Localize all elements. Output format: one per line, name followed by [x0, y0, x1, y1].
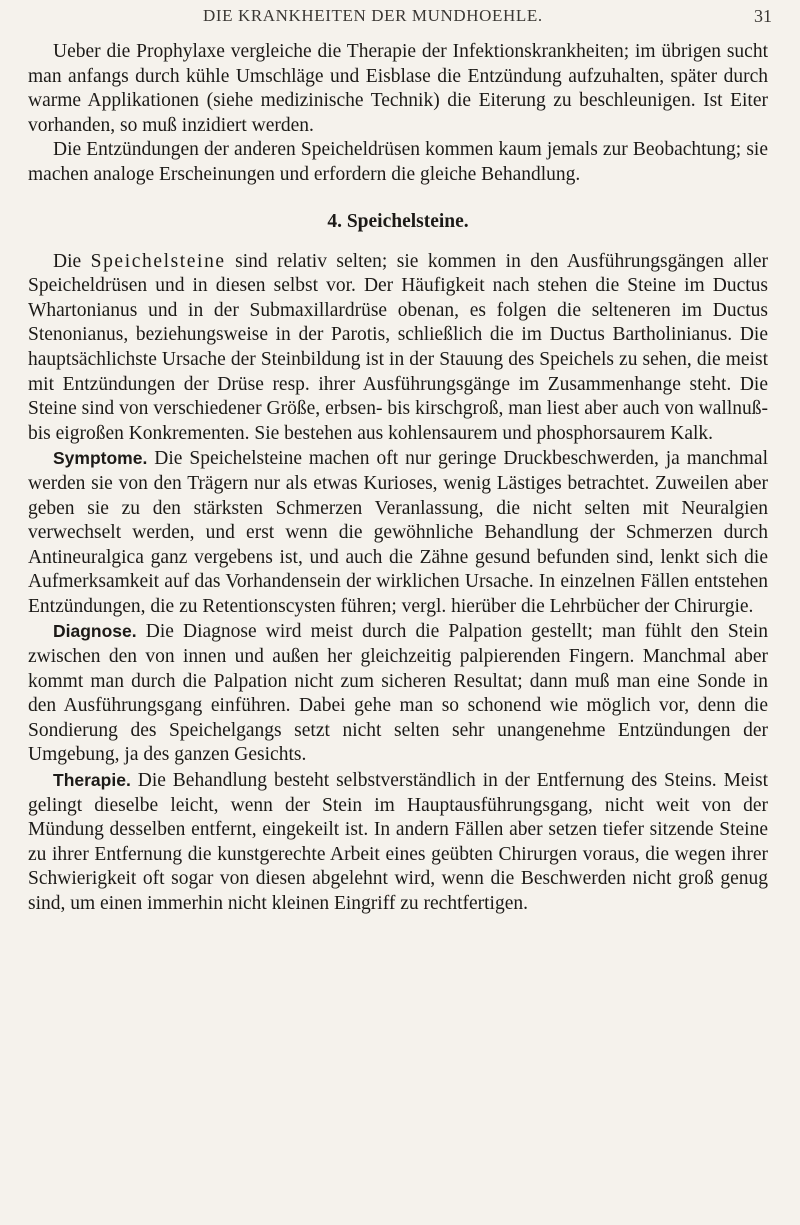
running-title: DIE KRANKHEITEN DER MUNDHOEHLE. — [203, 6, 543, 25]
book-page — [28, 0, 780, 1225]
body-text — [28, 40, 768, 917]
text-diagnose: Die Diagnose wird meist durch die Palpation gestellt; man fühlt den Stein zwischen den von innen und außen her gleichzeitig palpierenden Fingern. Manchmal aber kommt man durch die Palpation nicht zum sicheren Resultat; dann muß man eine Sonde in den Ausführungsgang einführen. Dabei gehe man so schonend wie möglich vor, denn die Sondierung des Speichelgangs setzt nicht selten sehr unangenehme Entzündungen der Umgebung, ja des ganzen Gesichts. — [28, 621, 768, 766]
paragraph-other-glands: Die Entzündungen der anderen Speicheldrüsen kommen kaum jemals zur Beobachtung; sie machen analoge Erscheinungen und erfordern die gleiche Behandlung. — [28, 139, 768, 185]
running-header — [28, 6, 780, 36]
paragraph-speichelsteine-text: sind relativ selten; sie kommen in den Ausführungsgängen aller Speicheldrüsen und in diesen selbst vor. Der Häufigkeit nach stehen die Steine im Ductus Whartonianus und in der Submaxillardrüse obenan, es folgen die selteneren im Ductus Stenonianus, beziehungsweise in der Parotis, schließlich die im Ductus Bartholinianus. Die hauptsächlichste Ursache der Steinbildung ist in der Stauung des Speichels zu sehen, die meist mit Entzündungen der Drüse resp. ihrer Ausführungsgänge im Zusammenhange steht. Die Steine sind von verschiedener Größe, erbsen- bis kirschgroß, man liest aber auch von wallnuß- bis eigroßen Konkrementen. Sie bestehen aus kohlensaurem und phosphorsaurem Kalk. — [28, 250, 769, 444]
term-speichelsteine: Speichelsteine — [90, 250, 226, 272]
paragraph-therapie — [28, 768, 768, 917]
page-number: 31 — [754, 6, 772, 26]
paragraph-symptome — [28, 446, 768, 619]
paragraph-prophylaxe: Ueber die Prophylaxe vergleiche die Therapie der Infektionskrankheiten; im übrigen sucht man anfangs durch kühle Umschläge und Eisblase die Entzündung aufzuhalten, später durch warme Applikationen (siehe medizinische Technik) die Eiterung zu beschleunigen. Ist Eiter vorhanden, so muß inzidiert werden. — [28, 41, 768, 136]
text-symptome: Die Speichelsteine machen oft nur geringe Druckbeschwerden, ja manchmal werden sie von den Trägern nur als etwas Kurioses, wenig Lästiges betrachtet. Zuweilen aber geben sie zu den stärksten Schmerzen Veranlassung, die nicht selten mit Neuralgien verwechselt werden, und erst wenn die gewöhnliche Behandlung der Schmerzen durch Antineuralgica ganz vergebens ist, und auch die Zähne gesund befunden sind, lenkt sich die Aufmerksamkeit auf das Vorhandensein der wirklichen Ursache. In einzelnen Fällen entstehen Entzündungen, die zu Retentionscysten führen; vergl. hierüber die Lehrbücher der Chirurgie. — [28, 448, 768, 617]
label-symptome: Symptome. — [53, 448, 148, 469]
label-diagnose: Diagnose. — [53, 621, 137, 642]
text-therapie: Die Behandlung besteht selbstverständlich in der Entfernung des Steins. Meist gelingt dieselbe leicht, wenn der Stein im Hauptausführungsgang, nicht weit von der Mündung desselben entfernt, eingekeilt ist. In andern Fällen aber setzen tiefer sitzende Steine zu ihrer Entfernung die kunstgerechte Arbeit eines geübten Chirurgen voraus, die wegen ihrer Schwierigkeit oft sogar von diesen abgelehnt wird, wenn die Beschwerden nicht groß genug sind, um einen immerhin nicht kleinen Eingriff zu rechtfertigen. — [28, 770, 769, 914]
paragraph-speichelsteine — [28, 250, 768, 447]
paragraph-diagnose — [28, 619, 768, 768]
label-therapie: Therapie. — [53, 770, 131, 791]
paragraph-lead-word: Die — [53, 250, 82, 272]
section-heading: 4. Speichelsteine. — [327, 210, 469, 232]
